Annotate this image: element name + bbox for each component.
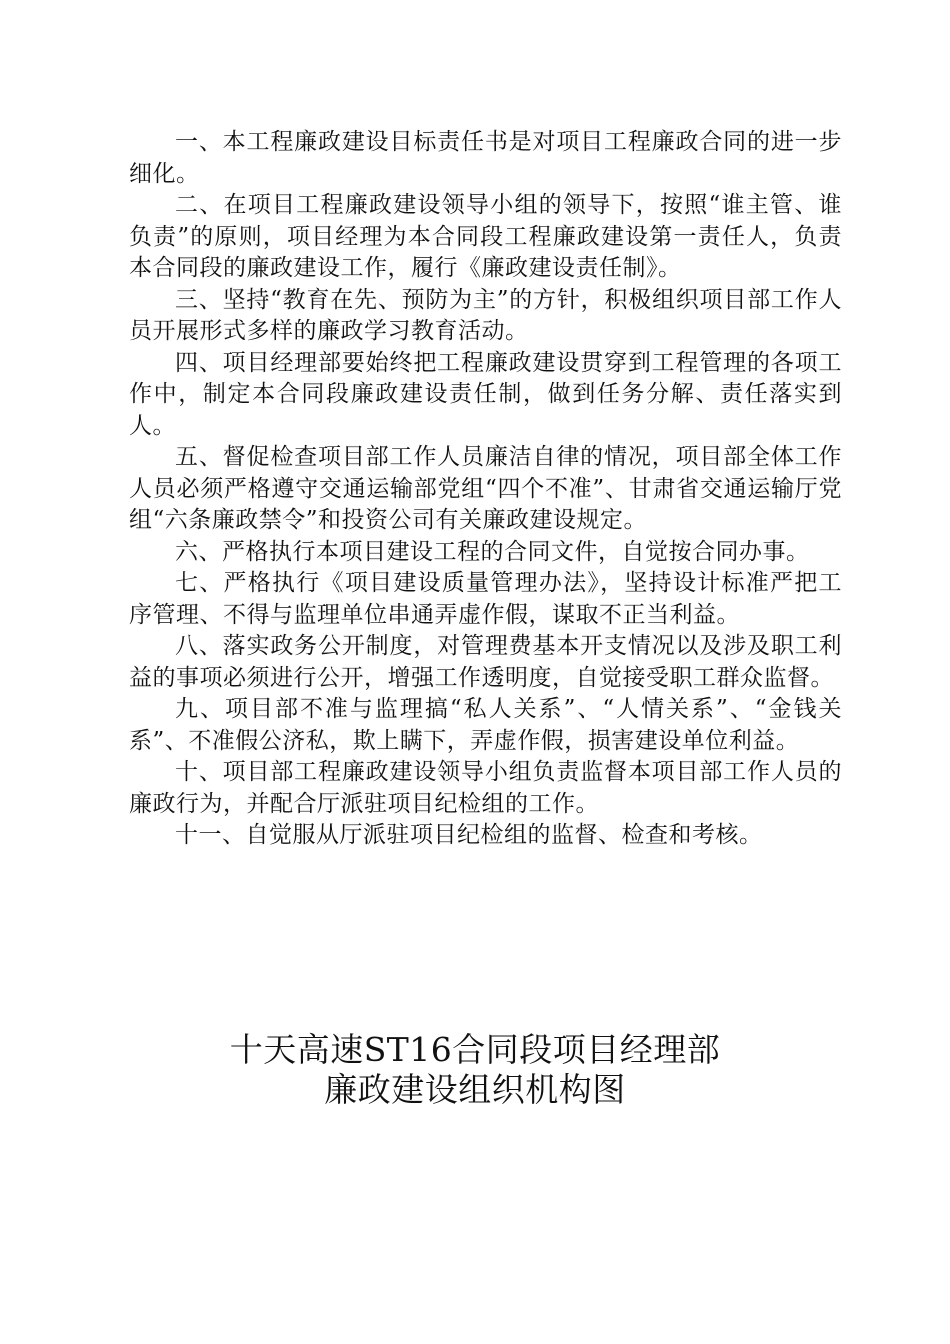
clause-8: 八、落实政务公开制度，对管理费基本开支情况以及涉及职工利益的事项必须进行公开，增强工作透明度，自觉接受职工群众监督。: [129, 633, 842, 691]
responsibility-clauses: [129, 127, 842, 852]
title-line-1: 十天高速ST16合同段项目经理部: [229, 1030, 721, 1069]
title-line-2: 廉政建设组织机构图: [324, 1070, 626, 1109]
clause-1: 一、本工程廉政建设目标责任书是对项目工程廉政合同的进一步细化。: [129, 129, 842, 187]
clause-10: 十、项目部工程廉政建设领导小组负责监督本项目部工作人员的廉政行为，并配合厅派驻项目纪检组的工作。: [129, 759, 842, 817]
clause-6: 六、严格执行本项目建设工程的合同文件，自觉按合同办事。: [175, 538, 810, 565]
clause-7: 七、严格执行《项目建设质量管理办法》，坚持设计标准严把工序管理、不得与监理单位串通弄虚作假，谋取不正当利益。: [129, 570, 842, 628]
clause-9: 九、项目部不准与监理搞“私人关系”、“人情关系”、“金钱关系”、不准假公济私，欺上瞒下，弄虚作假，损害建设单位利益。: [129, 696, 842, 754]
org-chart-title: [0, 1030, 950, 1110]
clause-2: 二、在项目工程廉政建设领导小组的领导下，按照“谁主管、谁负责”的原则，项目经理为本合同段工程廉政建设第一责任人，负责本合同段的廉政建设工作，履行《廉政建设责任制》。: [129, 192, 842, 281]
clause-4: 四、项目经理部要始终把工程廉政建设贯穿到工程管理的各项工作中，制定本合同段廉政建设责任制，做到任务分解、责任落实到人。: [129, 349, 842, 439]
clause-11: 十一、自觉服从厅派驻项目纪检组的监督、检查和考核。: [175, 822, 763, 848]
clause-5: 五、督促检查项目部工作人员廉洁自律的情况，项目部全体工作人员必须严格遵守交通运输部党组“四个不准”、甘肃省交通运输厅党组“六条廉政禁令”和投资公司有关廉政建设规定。: [129, 444, 842, 533]
clause-3: 三、坚持“教育在先、预防为主”的方针，积极组织项目部工作人员开展形式多样的廉政学习教育活动。: [129, 286, 842, 344]
